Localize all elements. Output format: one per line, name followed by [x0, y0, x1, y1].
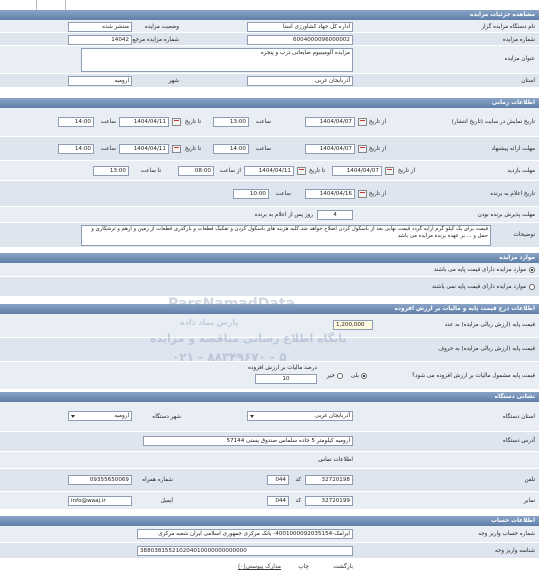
- phone-label: تلفن: [524, 477, 535, 483]
- addr-label: آدرس دستگاه: [503, 438, 535, 444]
- visit-from-hour-label: از ساعت: [219, 168, 241, 174]
- display-date-label: تاریخ نمایش در سایت (تاریخ انتشار): [451, 119, 535, 125]
- calendar-icon[interactable]: [358, 190, 367, 198]
- province-field: آذربایجان غربی: [247, 76, 353, 86]
- section-header-address: نشانی دستگاه: [0, 392, 539, 402]
- deposit-label: شماره حساب واریز وجه: [478, 531, 535, 537]
- vat-percent-label: درصد مالیات بر ارزش افزوده: [248, 365, 317, 371]
- addr-field: ارومیه کیلومتر 5 جاده سلماس صندوق پستی 57144: [143, 436, 353, 446]
- visit-to-date[interactable]: 1404/04/11: [244, 166, 294, 176]
- addr-city-value: ارومیه: [114, 413, 129, 419]
- display-from-date[interactable]: 1404/04/07: [305, 117, 355, 127]
- calendar-icon[interactable]: [385, 167, 394, 175]
- id-field: 388038155210204010000000000000: [137, 546, 353, 556]
- phone-code-label: کد: [295, 477, 301, 483]
- province-label: استان: [521, 78, 535, 84]
- city-field: ارومیه: [68, 76, 132, 86]
- fax-code-field: 044: [267, 496, 289, 506]
- row-id: [0, 543, 539, 559]
- addr-province-label: استان دستگاه: [502, 414, 535, 420]
- visit-to-hour-label: تا ساعت: [140, 168, 161, 174]
- vat-question: قیمت پایه مشمول مالیات بر ارزش افزوده می شود؟: [412, 373, 535, 379]
- winner-time[interactable]: 10:00: [233, 189, 269, 199]
- display-from-hour-label: ساعت: [255, 119, 271, 125]
- row-fax: [0, 492, 539, 510]
- ref-field: 14042: [68, 35, 132, 45]
- calendar-icon[interactable]: [358, 118, 367, 126]
- radio-vat-yes-label: بلی: [350, 373, 359, 379]
- phone-code-field: 044: [267, 475, 289, 485]
- desc-field: قیمت برای یک کیلو گرم ارایه گردد قیمت نهایی بعد از باسکول کردن اصلاح خواهد شد.کلیه هزینه های باسکول کردن و تفکیک قطعات و بارگذری قطعات از زمین و ارهم و ترشکاری و حمل و ... بر عهده برنده مزایده می باشد: [81, 225, 491, 246]
- visit-from-date[interactable]: 1404/04/07: [332, 166, 382, 176]
- mobile-label: شماره همراه: [142, 477, 173, 483]
- watermark-brand: ParsNamadData: [168, 296, 295, 312]
- contact-label: اطلاعات تماس: [318, 457, 353, 463]
- offer-to-hour-label: ساعت: [100, 146, 116, 152]
- phone-field: 32720198: [305, 475, 353, 485]
- radio-no-price[interactable]: [529, 284, 535, 290]
- calendar-icon[interactable]: [297, 167, 306, 175]
- row-title: [0, 46, 539, 74]
- title-label: عنوان مزایده: [504, 56, 535, 62]
- back-button[interactable]: بازگشت: [333, 564, 353, 570]
- calendar-icon[interactable]: [172, 145, 181, 153]
- vat-percent-field[interactable]: 10: [255, 374, 317, 384]
- visit-to-time[interactable]: 13:00: [93, 166, 129, 176]
- accept-suffix: روز پس از اعلام به برنده: [254, 212, 313, 218]
- row-phone: [0, 469, 539, 492]
- display-to-date[interactable]: 1404/04/11: [119, 117, 169, 127]
- ref-label: شماره مزایده مرجع: [132, 37, 179, 43]
- deposit-field: ابرامک-4001000092035154- بانک مرکزی جمهوری اسلامی ایران شعبه مرکزی: [137, 529, 353, 539]
- base-field[interactable]: 1,200,000: [333, 320, 373, 330]
- accept-label: مهلت پذیرش برنده بودن: [477, 212, 535, 218]
- row-winner: [0, 181, 539, 207]
- email-label: ایمیل: [160, 498, 173, 504]
- visit-to-label: تا تاریخ: [308, 168, 325, 174]
- section-header-details: مشاهده جزئیات مزایده: [0, 10, 539, 20]
- number-label: شماره مزایده: [502, 37, 535, 43]
- fax-code-label: کد: [295, 498, 301, 504]
- offer-from-hour-label: ساعت: [255, 146, 271, 152]
- row-item-none: [0, 277, 539, 297]
- row-offer-date: [0, 137, 539, 161]
- display-from-time[interactable]: 13:00: [213, 117, 249, 127]
- winner-hour-label: ساعت: [275, 191, 291, 197]
- watermark-line1: پایگاه اطلاع رسانی مناقصه و مزایده: [150, 332, 347, 345]
- visit-label: مهلت بازدید: [507, 168, 535, 174]
- addr-province-select[interactable]: [247, 411, 353, 421]
- org-label: نام دستگاه مزایده گزار: [481, 24, 535, 30]
- status-field: منتشر شده: [68, 22, 132, 32]
- calendar-icon[interactable]: [358, 145, 367, 153]
- row-addr: [0, 432, 539, 452]
- offer-to-label: تا تاریخ: [184, 146, 201, 152]
- offer-to-time[interactable]: 14:00: [58, 144, 94, 154]
- section-header-account: اطلاعات حساب: [0, 516, 539, 526]
- section-header-price: اطلاعات درج قیمت پایه و مالیات بر ارزش افزوده: [0, 304, 539, 314]
- visit-from-label: از تاریخ: [397, 168, 415, 174]
- desc-label: توضیحات: [513, 232, 535, 238]
- watermark-line3: پارس نماد داده: [180, 318, 239, 327]
- radio-no-label: موارد مزایده دارای قیمت پایه نمی باشند: [432, 284, 526, 290]
- radio-has-price[interactable]: [529, 267, 535, 273]
- email-field: info@waaj.ir: [68, 496, 132, 506]
- display-to-label: تا تاریخ: [184, 119, 201, 125]
- row-addr-location: [0, 402, 539, 432]
- attachments-link[interactable]: مدارک پیوستی(۰): [237, 564, 281, 570]
- winner-date[interactable]: 1404/04/16: [305, 189, 355, 199]
- radio-has-label: موارد مزایده دارای قیمت پایه می باشند: [433, 267, 526, 273]
- row-contact: [0, 452, 539, 469]
- fax-field: 32720199: [305, 496, 353, 506]
- offer-from-label: از تاریخ: [368, 146, 386, 152]
- city-label: شهر: [168, 78, 179, 84]
- row-desc: [0, 223, 539, 248]
- calendar-icon[interactable]: [172, 118, 181, 126]
- fax-label: نمابر: [523, 498, 535, 504]
- visit-from-time[interactable]: 08:00: [178, 166, 214, 176]
- row-deposit: [0, 526, 539, 543]
- words-label: قیمت پایه (ارزش ریالی مزایده) به حروف: [438, 346, 535, 352]
- display-from-label: از تاریخ: [368, 119, 386, 125]
- row-display-date: [0, 108, 539, 137]
- display-to-hour-label: ساعت: [100, 119, 116, 125]
- row-item-has: [0, 263, 539, 277]
- watermark-phone: ۰۲۱ - ۸۸۳۴۹۶۷۰ - ۵: [172, 350, 287, 364]
- id-label: شناسه واریز وجه: [494, 548, 535, 554]
- title-field: مزایده آلومینیوم ضایعاتی درب و پنجره: [81, 48, 353, 72]
- display-to-time[interactable]: 14:00: [58, 117, 94, 127]
- base-label: قیمت پایه (ارزش ریالی مزایده) به عدد: [444, 322, 535, 328]
- radio-vat-no[interactable]: [337, 373, 343, 379]
- offer-from-date[interactable]: 1404/04/07: [305, 144, 355, 154]
- number-field: 6004000096000002: [247, 35, 353, 45]
- row-location: [0, 74, 539, 88]
- radio-vat-no-label: خیر: [326, 373, 335, 379]
- offer-from-time[interactable]: 14:00: [213, 144, 249, 154]
- mobile-field: 09355650069: [68, 475, 132, 485]
- section-header-time: اطلاعات زمانی: [0, 98, 539, 108]
- row-number: [0, 33, 539, 46]
- accept-field[interactable]: 4: [317, 210, 353, 220]
- row-org: [0, 20, 539, 33]
- status-label: وضعیت مزایده: [144, 24, 179, 30]
- row-accept: [0, 207, 539, 223]
- winner-from-label: از تاریخ: [368, 191, 386, 197]
- offer-to-date[interactable]: 1404/04/11: [119, 144, 169, 154]
- org-field: اداره کل جهاد کشاورزی استا: [247, 22, 353, 32]
- row-visit: [0, 161, 539, 181]
- row-vat: [0, 362, 539, 390]
- addr-province-value: آذربایجان غربی: [315, 413, 350, 419]
- print-button[interactable]: چاپ: [298, 564, 309, 570]
- addr-city-label: شهر دستگاه: [152, 414, 181, 420]
- offer-date-label: مهلت ارائه پیشنهاد: [491, 146, 535, 152]
- section-header-items: موارد مزایده: [0, 253, 539, 263]
- winner-label: تاریخ اعلام به برنده: [490, 191, 535, 197]
- addr-city-select[interactable]: [68, 411, 132, 421]
- radio-vat-yes[interactable]: [361, 373, 367, 379]
